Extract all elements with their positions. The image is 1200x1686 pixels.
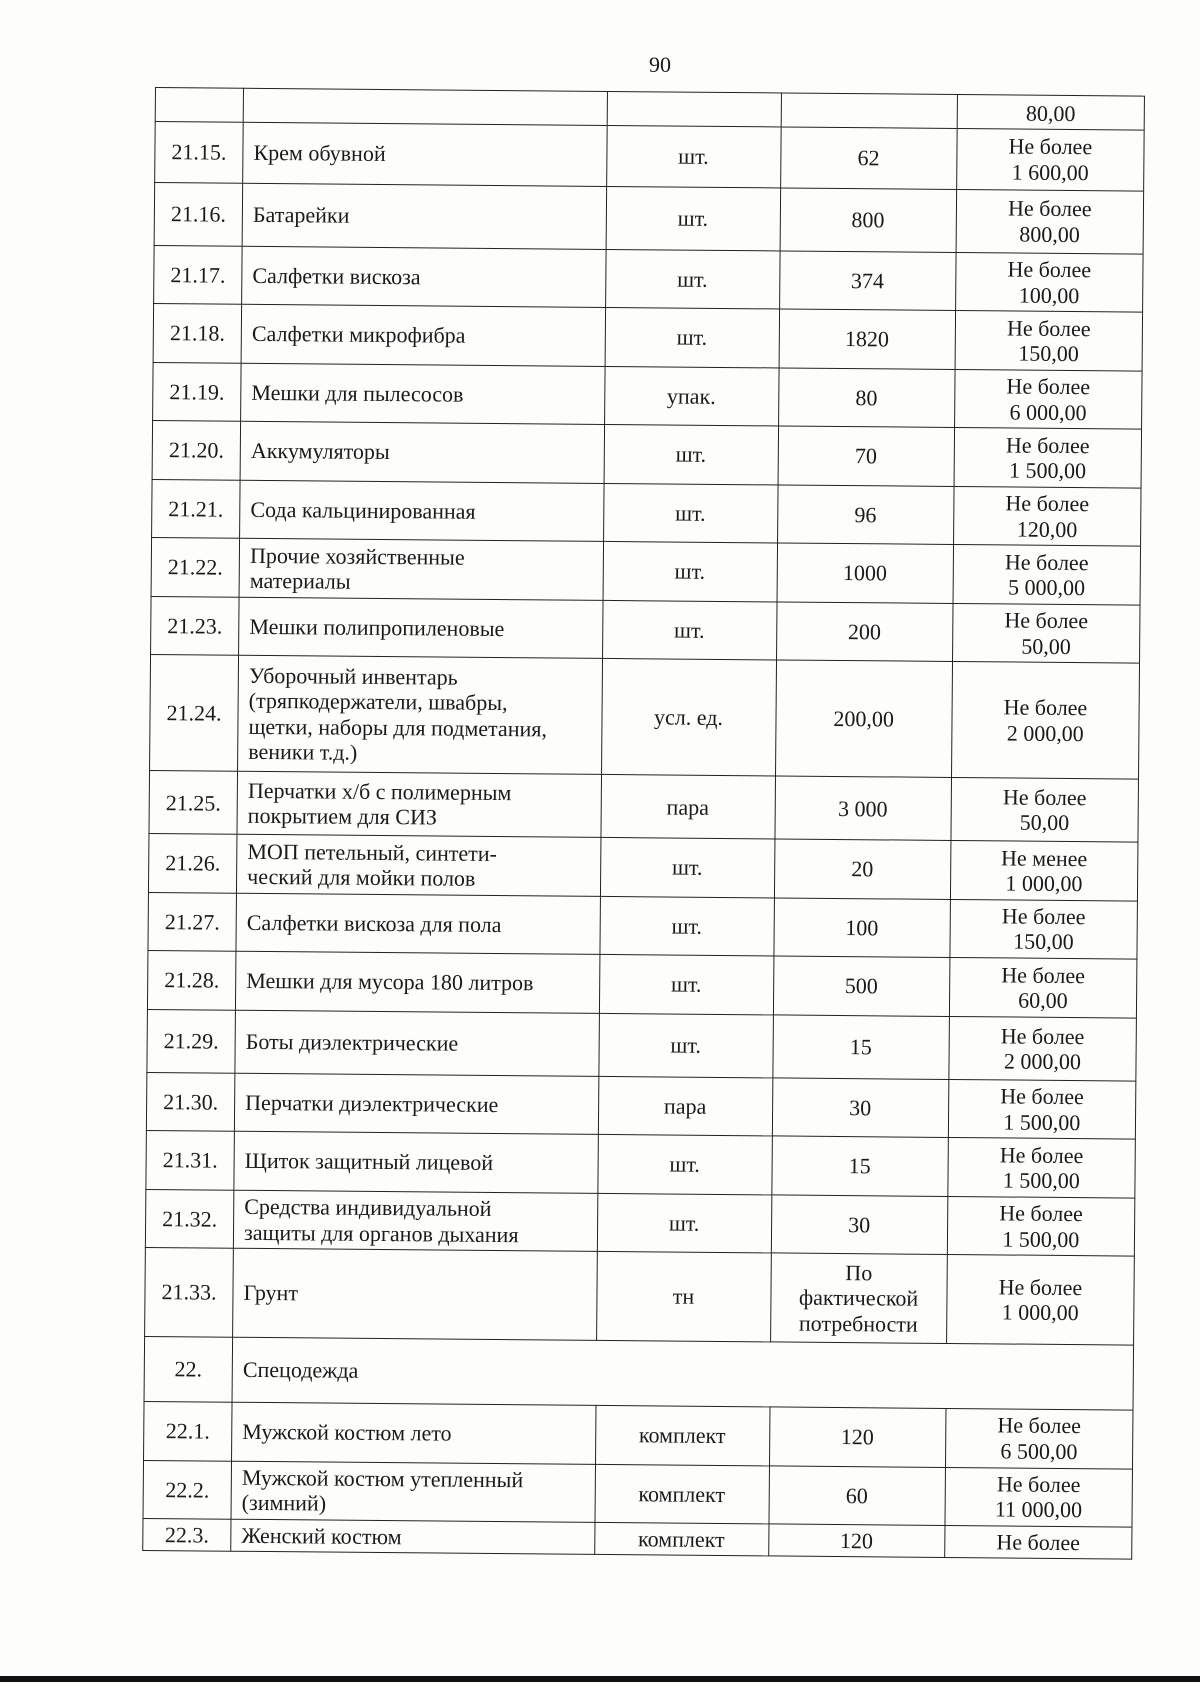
- cell-unit: шт.: [597, 1193, 772, 1253]
- cell-name-line: (тряпкодержатели, швабры,: [248, 688, 508, 716]
- cell-qty: 80: [778, 368, 955, 428]
- cell-price: [952, 603, 1140, 663]
- table-row: [153, 362, 1142, 429]
- cell-num: 21.18.: [153, 304, 242, 363]
- cell-num: 21.31.: [146, 1131, 235, 1190]
- cell-price-line: 1 500,00: [1008, 457, 1087, 484]
- cell-num: 21.25.: [149, 771, 238, 835]
- cell-price: [944, 1525, 1132, 1559]
- cell-qty-line: По: [845, 1260, 873, 1286]
- cell-name: [239, 597, 603, 659]
- cell-unit: шт.: [606, 186, 781, 251]
- cell-name-line: Уборочный инвентарь: [248, 662, 458, 690]
- table-row: [154, 245, 1143, 312]
- cell-name: [232, 1402, 596, 1464]
- cell-name-line: Прочие хозяйственные: [249, 542, 465, 570]
- cell-price-line: Не более: [1007, 195, 1092, 222]
- cell-name-line: Средства индивидуальной: [244, 1194, 492, 1222]
- cell-num: 21.17.: [154, 245, 243, 304]
- table-row: [152, 421, 1141, 488]
- cell-name-line: веники т.д.): [248, 738, 358, 765]
- cell-unit: шт.: [600, 838, 775, 898]
- cell-price-line: Не более: [1006, 315, 1091, 341]
- cell-qty: 60: [769, 1465, 946, 1525]
- price-line: 80,00: [1025, 100, 1076, 127]
- cell-price-line: Не более: [1000, 1083, 1084, 1110]
- cell-qty: 120: [769, 1407, 946, 1467]
- cell-name-line: Мешки для мусора 180 литров: [246, 968, 534, 996]
- cell-name: [241, 363, 605, 425]
- cell-qty: [770, 1253, 947, 1343]
- cell-num: 21.20.: [152, 421, 241, 480]
- cell-name-line: Щиток защитный лицевой: [244, 1148, 494, 1176]
- table-row: [149, 771, 1139, 843]
- cell-num: 21.23.: [151, 596, 240, 655]
- cell-price-line: Не более: [1008, 133, 1093, 160]
- cell-price: [955, 252, 1143, 312]
- cell-unit: комплект: [595, 1464, 770, 1524]
- cell-price-line: Не более: [998, 1274, 1083, 1300]
- cell-name-line: Перчатки диэлектрические: [245, 1089, 499, 1118]
- cell-qty: 30: [772, 1078, 949, 1138]
- cell-price: [953, 545, 1141, 605]
- table-row: [154, 182, 1144, 254]
- cell-price-line: Не более: [1002, 784, 1087, 811]
- cell-price-line: 1 600,00: [1011, 159, 1089, 185]
- cell-price-line: Не более: [1003, 694, 1088, 721]
- cell-price-line: 50,00: [1021, 633, 1071, 659]
- cell-price-line: 1 000,00: [1001, 1299, 1079, 1326]
- cell-qty: 15: [772, 1015, 949, 1080]
- cell-name-line: Мешки для пылесосов: [251, 379, 464, 407]
- cell-name-line: Мужской костюм утепленный: [241, 1464, 524, 1493]
- cell-qty: 800: [780, 188, 957, 253]
- cell-price-line: 50,00: [1019, 809, 1070, 836]
- table-row: [148, 834, 1137, 901]
- cell-unit: шт.: [605, 249, 780, 309]
- cell-price: [945, 1408, 1133, 1468]
- cell-price-line: Не более: [1001, 962, 1086, 988]
- cell-name: [237, 834, 601, 896]
- cell-name-line: защиты для органов дыхания: [243, 1219, 519, 1247]
- cell-name-line: материалы: [249, 567, 351, 594]
- cell-name-line: Перчатки х/б с полимерным: [247, 777, 512, 805]
- cell-name: [236, 893, 600, 955]
- cell-qty: 70: [778, 426, 955, 486]
- cell-name: [236, 951, 600, 1013]
- cell-name-line: покрытием для СИЗ: [247, 802, 438, 830]
- cell-qty: 1000: [777, 543, 954, 603]
- cell-price: [948, 1138, 1136, 1198]
- scan-edge-bar: [0, 1676, 1200, 1682]
- cell-price-line: Не более: [996, 1529, 1081, 1555]
- cell-name-line: МОП петельный, синтети-: [247, 838, 498, 866]
- cell-price-line: Не более: [1001, 903, 1086, 930]
- cell-price-line: 2 000,00: [1003, 1048, 1082, 1074]
- table-row: [151, 538, 1140, 605]
- specification-table: [142, 87, 1145, 1560]
- cell-num: 22.3.: [143, 1518, 231, 1551]
- cell-price-line: 6 500,00: [1000, 1438, 1078, 1464]
- cell-price-line: Не более: [999, 1200, 1083, 1227]
- cell-price: [945, 1467, 1133, 1527]
- cell-unit: шт.: [602, 600, 777, 660]
- table-row: [150, 655, 1140, 779]
- cell-name: [239, 539, 603, 601]
- cell-price-line: 1 500,00: [1003, 1109, 1081, 1135]
- cell-unit: шт.: [599, 896, 774, 956]
- cell-name: [234, 1073, 598, 1135]
- cell-num: 21.29.: [147, 1009, 236, 1073]
- cell-unit: шт.: [603, 483, 778, 543]
- cell-price: [950, 841, 1138, 901]
- cell-qty: 30: [771, 1195, 948, 1255]
- table-row: [151, 596, 1140, 663]
- cell-price-line: 2 000,00: [1006, 720, 1084, 746]
- cell-num: 21.15.: [155, 121, 244, 183]
- cell-name: [240, 480, 604, 542]
- cell-num: 22.2.: [143, 1460, 232, 1519]
- cell-qty: 120: [768, 1524, 944, 1558]
- cell-qty: [781, 93, 957, 128]
- cell-num: 21.21.: [152, 479, 241, 538]
- cell-price: [949, 1016, 1137, 1081]
- table-row: [146, 1072, 1135, 1139]
- cell-num: 21.26.: [148, 834, 237, 893]
- cell-num: 21.33.: [145, 1248, 234, 1337]
- table-row: [143, 1460, 1132, 1527]
- cell-qty: 100: [773, 898, 950, 958]
- cell-unit: упак.: [604, 366, 779, 426]
- cell-price: [947, 1196, 1135, 1256]
- cell-name: [231, 1461, 595, 1523]
- cell-unit: шт.: [598, 1013, 773, 1078]
- cell-unit: [607, 91, 781, 126]
- cell-unit: пара: [598, 1076, 773, 1136]
- cell-price-line: Не менее: [1000, 845, 1088, 871]
- cell-price: [957, 95, 1145, 130]
- cell-price-line: 6 000,00: [1009, 399, 1087, 425]
- cell-name-line: Аккумуляторы: [250, 438, 390, 465]
- cell-name-line: Салфетки вискоза: [252, 262, 421, 290]
- cell-unit: комплект: [595, 1405, 770, 1465]
- cell-name-line: Мешки полипропиленовые: [249, 613, 505, 642]
- cell-price-line: Не более: [997, 1412, 1082, 1439]
- cell-unit: шт.: [604, 425, 779, 485]
- cell-name: [243, 88, 607, 125]
- cell-name-line: ческий для мойки полов: [247, 863, 476, 891]
- cell-price-line: 1 000,00: [1005, 870, 1083, 897]
- cell-unit: пара: [600, 775, 775, 840]
- cell-unit: шт.: [605, 308, 780, 368]
- cell-price-line: Не более: [1007, 256, 1092, 283]
- table-row: [152, 479, 1141, 546]
- section-row: [144, 1336, 1134, 1410]
- cell-name: [234, 1132, 598, 1194]
- cell-qty-line: фактической: [798, 1285, 919, 1312]
- cell-price-line: 60,00: [1018, 987, 1068, 1013]
- cell-price-line: 100,00: [1018, 282, 1080, 308]
- cell-unit: усл. ед.: [601, 659, 776, 776]
- table-row: [148, 892, 1137, 959]
- cell-name: [240, 422, 604, 484]
- cell-name-line: щетки, наборы для подметания,: [248, 713, 548, 742]
- table-row: [155, 121, 1144, 191]
- cell-name: [242, 246, 606, 308]
- cell-num: 21.22.: [151, 538, 240, 597]
- cell-price-line: Не более: [1005, 432, 1090, 458]
- cell-price: [955, 311, 1143, 371]
- table-row: [153, 304, 1142, 371]
- cell-price-line: 1 500,00: [1002, 1167, 1080, 1194]
- section-title: Спецодежда: [232, 1337, 1133, 1410]
- cell-price: [950, 899, 1138, 959]
- cell-name: [233, 1190, 597, 1252]
- cell-name-line: Грунт: [243, 1280, 299, 1306]
- cell-unit: комплект: [594, 1522, 768, 1556]
- cell-qty: 200: [776, 602, 953, 662]
- cell-price-line: Не более: [1004, 549, 1089, 575]
- table-row: [145, 1189, 1134, 1256]
- cell-price-line: 150,00: [1013, 929, 1074, 955]
- cell-name-line: Крем обувной: [253, 139, 386, 167]
- cell-unit: шт.: [599, 955, 774, 1015]
- cell-price-line: Не более: [1000, 1022, 1085, 1049]
- cell-name: [237, 771, 601, 837]
- cell-price-line: Не более: [1004, 607, 1089, 634]
- cell-price: [953, 486, 1141, 546]
- cell-unit: шт.: [606, 125, 781, 188]
- cell-qty: 62: [780, 127, 957, 190]
- cell-price-line: Не более: [1005, 490, 1090, 517]
- table-row: [147, 1009, 1137, 1081]
- cell-name: [235, 1010, 599, 1076]
- cell-name: [243, 122, 607, 186]
- cell-num: 21.27.: [148, 892, 237, 951]
- cell-name-line: Сода кальцинированная: [250, 496, 476, 524]
- cell-price-line: 11 000,00: [994, 1496, 1083, 1523]
- cell-price-line: 150,00: [1018, 340, 1079, 367]
- cell-qty: 500: [773, 956, 950, 1016]
- cell-qty: 96: [777, 485, 954, 545]
- cell-unit: тн: [596, 1252, 771, 1342]
- cell-name: [242, 183, 606, 249]
- cell-name-line: Салфетки микрофибра: [251, 321, 466, 349]
- cell-name-line: Мужской костюм лето: [242, 1418, 452, 1446]
- cell-num: 21.30.: [146, 1072, 235, 1131]
- cell-price: [946, 1255, 1134, 1345]
- cell-price-line: 5 000,00: [1007, 574, 1086, 601]
- cell-num: 21.32.: [145, 1189, 234, 1248]
- cell-num: 22.1.: [144, 1401, 233, 1460]
- cell-num: 21.28.: [147, 951, 236, 1010]
- cell-qty: 20: [774, 839, 951, 899]
- cell-price: [956, 189, 1144, 254]
- cell-price: [954, 369, 1142, 429]
- cell-name-line: Салфетки вискоза для пола: [246, 909, 502, 937]
- table-row: [145, 1248, 1135, 1345]
- section-num: 22.: [144, 1336, 233, 1402]
- cell-num: 21.19.: [153, 362, 242, 421]
- cell-qty: 1820: [779, 309, 956, 369]
- cell-price-line: 120,00: [1016, 516, 1078, 542]
- cell-price: [951, 778, 1139, 843]
- table-body: [143, 88, 1145, 1560]
- cell-name: [233, 1249, 597, 1341]
- cell-price: [956, 128, 1144, 191]
- cell-qty: 374: [779, 251, 956, 311]
- cell-num: [155, 88, 243, 122]
- cell-name-line: Женский костюм: [241, 1522, 402, 1550]
- cell-qty-line: потребности: [798, 1310, 918, 1337]
- cell-name: [238, 656, 602, 775]
- cell-price-line: 1 500,00: [1002, 1226, 1080, 1252]
- table-row: [147, 951, 1136, 1018]
- cell-price: [948, 1079, 1136, 1139]
- cell-qty: 200,00: [775, 660, 952, 777]
- cell-num: 21.16.: [154, 182, 243, 246]
- cell-name-line: (зимний): [241, 1490, 327, 1516]
- cell-qty: 3 000: [774, 776, 951, 841]
- cell-qty: 15: [771, 1136, 948, 1196]
- cell-unit: шт.: [597, 1135, 772, 1195]
- cell-unit: шт.: [603, 542, 778, 602]
- cell-name: [231, 1519, 595, 1554]
- cell-price: [951, 662, 1139, 779]
- cell-name-line: Батарейки: [252, 201, 350, 228]
- page-number: 90: [649, 52, 671, 77]
- cell-name: [241, 305, 605, 367]
- cell-price-line: Не более: [999, 1142, 1084, 1168]
- cell-name-line: Боты диэлектрические: [245, 1028, 459, 1056]
- cell-price-line: Не более: [1006, 373, 1091, 400]
- table-row: [146, 1131, 1135, 1198]
- cell-num: 21.24.: [150, 655, 239, 772]
- cell-price: [949, 958, 1137, 1018]
- cell-price-line: Не более: [996, 1471, 1081, 1498]
- table-row: [144, 1401, 1133, 1468]
- cell-price: [954, 428, 1142, 488]
- cell-price-line: 800,00: [1019, 221, 1080, 247]
